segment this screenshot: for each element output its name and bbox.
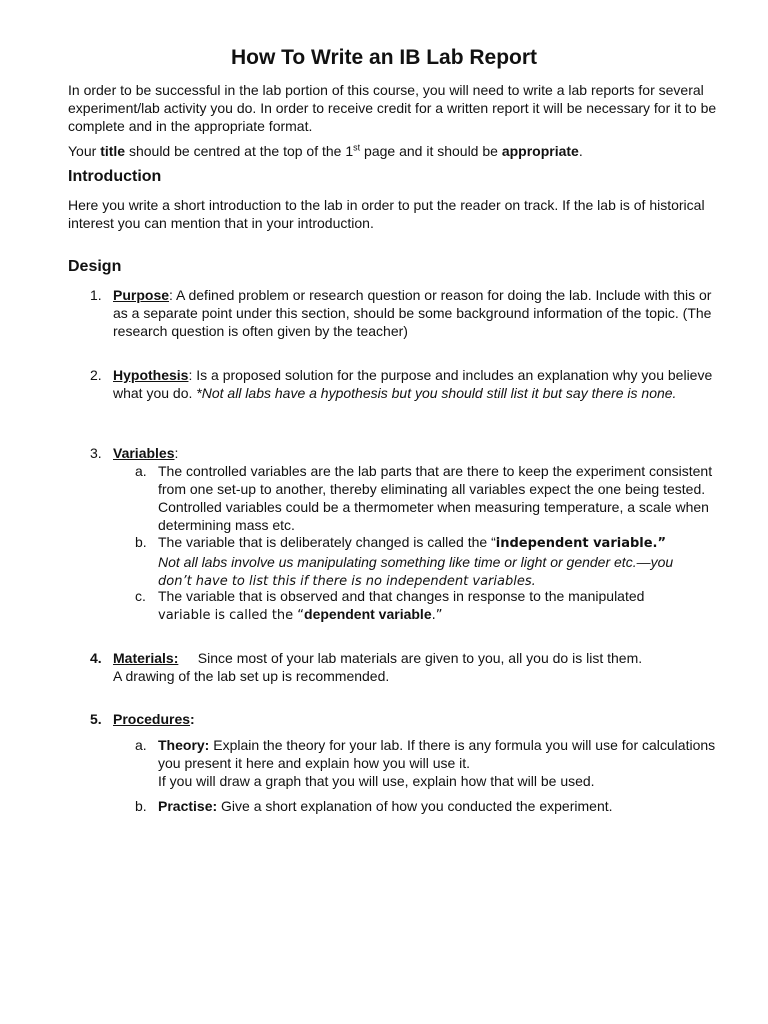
theory-item (158, 736, 723, 790)
introduction-heading: Introduction (68, 168, 162, 185)
hypothesis-text: : Is a proposed solution for the purpose and includes an explanation why you believe what you do. (113, 367, 713, 401)
independent-variable-note-2: don’t have to list this if there is no independent variables. (158, 574, 536, 589)
page-title: How To Write an IB Lab Report (230, 46, 538, 69)
purpose-label: Purpose (113, 287, 170, 303)
text-run: .” (431, 608, 443, 623)
purpose-text: : A defined problem or research question or reason for doing the lab. Include with this or as a separate point under this section, should be some background information of the topic. (The research question is often given by the teacher) (113, 287, 712, 339)
dependent-variable-term: dependent variable (304, 606, 432, 622)
variables-item (113, 444, 723, 462)
design-heading: Design (68, 258, 122, 275)
practise-item (158, 797, 723, 815)
materials-label: Materials: (113, 650, 179, 666)
purpose-item (113, 286, 723, 340)
procedures-item (113, 710, 723, 728)
sub-list-letter: a. (135, 463, 147, 479)
introduction-text: Here you write a short introduction to the lab in order to put the reader on track. If the lab is of historical interest you can mention that in your introduction. (68, 197, 705, 231)
superscript-st: st (353, 142, 361, 153)
practise-label: Practise: (158, 798, 218, 814)
bold-title-word: title (100, 143, 126, 159)
practise-text: Give a short explanation of how you conducted the experiment. (217, 798, 613, 814)
list-number: 1. (90, 287, 102, 303)
theory-label: Theory: (158, 737, 210, 753)
sub-list-letter: a. (135, 737, 147, 753)
hypothesis-label: Hypothesis (113, 367, 189, 383)
theory-text-2: If you will draw a graph that you will use, explain how that will be used. (158, 773, 595, 789)
theory-text: Explain the theory for your lab. If there is any formula you will use for calculations you present it here and explain how you will use it. (158, 737, 716, 771)
text-run: page and it should be (360, 143, 502, 159)
variables-colon: : (174, 445, 179, 461)
list-number: 2. (90, 367, 102, 383)
procedures-colon: : (190, 711, 195, 727)
intro-paragraph: In order to be successful in the lab portion of this course, you will need to write a lab reports for several experiment/lab activity you do. In order to receive credit for a written report it will be necessary for it to be complete and in the appropriate format. (68, 82, 717, 134)
materials-text: Since most of your lab materials are given to you, all you do is list them. (178, 650, 643, 666)
list-number: 4. (90, 650, 102, 666)
independent-variable-note: Not all labs involve us manipulating something like time or light or gender etc.—you (158, 554, 674, 570)
title-instruction-paragraph (68, 142, 718, 160)
text-run: . (578, 143, 583, 159)
text-run: should be centred at the top of the 1 (125, 143, 354, 159)
sub-list-letter: b. (135, 798, 147, 814)
materials-item (113, 649, 723, 685)
text-run: The variable that is observed and that changes in response to the manipulated (158, 588, 645, 604)
dependent-variable-item (158, 587, 723, 625)
independent-variable-item (158, 533, 723, 591)
list-number: 5. (90, 711, 102, 727)
hypothesis-note: *Not all labs have a hypothesis but you should still list it but say there is none. (196, 385, 677, 401)
controlled-variables-item: The controlled variables are the lab parts that are there to keep the experiment consistent from one set-up to another, thereby eliminating all variables expect the one being tested. Controlled variables could be a thermometer when measuring temperature, a scale when determining mass etc. (158, 463, 713, 533)
list-number: 3. (90, 445, 102, 461)
bold-appropriate-word: appropriate (501, 143, 579, 159)
hypothesis-item (113, 366, 723, 402)
text-run: variable is called the “ (158, 608, 305, 623)
variables-label: Variables (113, 445, 175, 461)
materials-text-2: A drawing of the lab set up is recommended. (113, 668, 390, 684)
text-run: Your (68, 143, 101, 159)
procedures-label: Procedures (113, 711, 191, 727)
sub-list-letter: b. (135, 534, 147, 550)
independent-variable-term: independent variable.” (495, 536, 667, 551)
text-run: The variable that is deliberately changed is called the “ (158, 534, 496, 550)
sub-list-letter: c. (135, 588, 146, 604)
